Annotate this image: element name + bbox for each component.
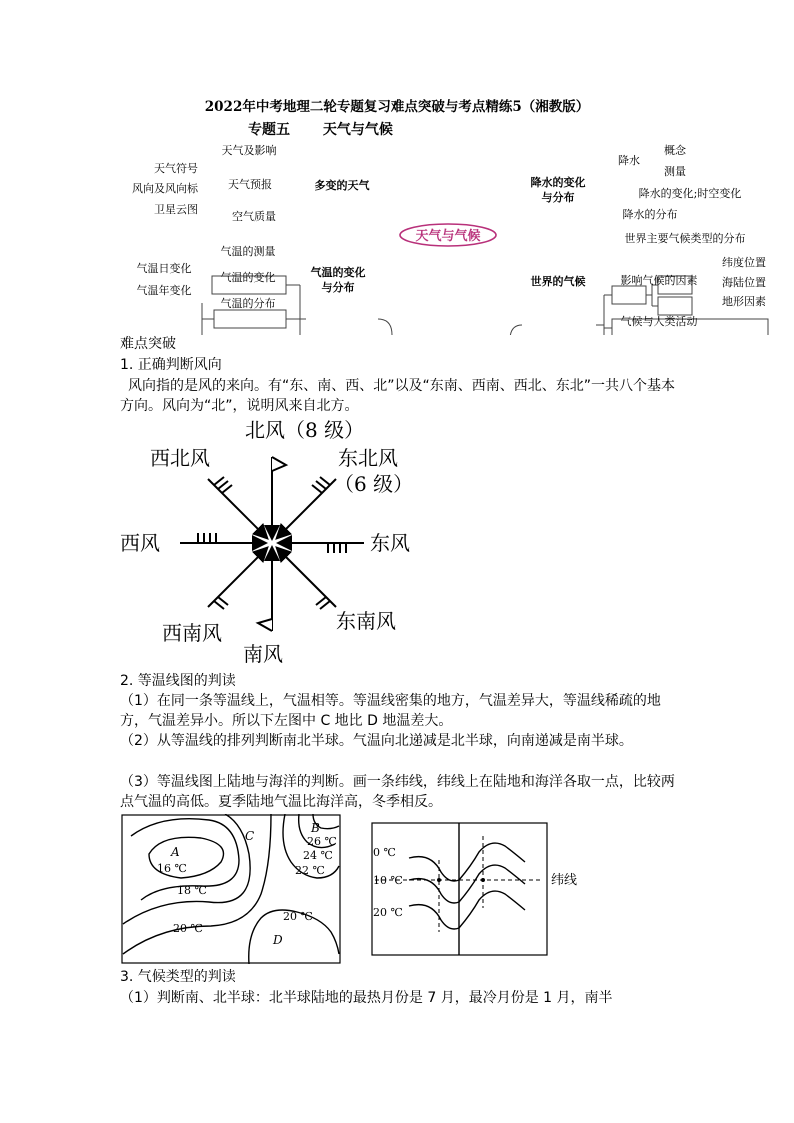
mm-item: 空气质量: [232, 210, 276, 223]
section1-text: 风向指的是风的来向。有“东、南、西、北”以及“东南、西南、西北、东北”一共八个基本方向。风向为“北”，说明风来自北方。: [120, 378, 676, 414]
mm-item: 影响气候的因素: [620, 274, 698, 287]
mm-branch: 气温的变化: [310, 266, 366, 279]
document-title: 2022年中考地理二轮专题复习难点突破与考点精练5（湘教版）: [204, 99, 590, 115]
section2-p3: （3）等温线图上陆地与海洋的判断。画一条纬线，纬线上在陆地和海洋各取一点，比较两点气温的高低。夏季陆地气温比海洋高，冬季相反。: [120, 774, 675, 810]
isotherm-label: 16 ℃: [157, 862, 187, 875]
mm-branch: 降水的变化: [530, 176, 586, 189]
mm-branch: 世界的气候: [530, 275, 586, 288]
mm-sub: 地形因素: [722, 295, 766, 308]
section2-title: 2. 等温线图的判读: [120, 673, 236, 689]
mm-item: 降水的变化;时空变化: [638, 187, 742, 200]
mm-sub: 概念: [664, 144, 686, 157]
section3-title: 3. 气候类型的判读: [120, 969, 236, 985]
mm-sub: 测量: [664, 165, 686, 178]
wind-northeast-label: 东北风: [338, 446, 398, 470]
isotherm-label: 10 ℃: [373, 874, 403, 887]
mm-sub: 天气符号: [154, 162, 198, 175]
wind-northwest-label: 西北风: [150, 446, 210, 470]
isotherm-label: 22 ℃: [295, 864, 325, 877]
mm-item: 气温的分布: [220, 297, 276, 310]
point-b-label: B: [311, 821, 320, 835]
mm-branch: 与分布: [321, 281, 355, 294]
isotherm-left: [121, 814, 341, 964]
mindmap-center-label: 天气与气候: [415, 229, 481, 244]
isotherm-label: 26 ℃: [307, 835, 337, 848]
mm-item: 天气及影响: [221, 144, 277, 157]
isotherm-label: 0 ℃: [373, 846, 396, 859]
mm-item: 气温的测量: [220, 245, 276, 258]
mm-sub: 海陆位置: [722, 276, 766, 289]
point-a-label: A: [171, 845, 180, 859]
mm-item: 天气预报: [228, 178, 272, 191]
mm-item: 降水: [618, 154, 640, 167]
section2-p1: （1）在同一条等温线上，气温相等。等温线密集的地方，气温差异大，等温线稀疏的地方，气温差异小。所以下左图中 C 地比 D 地温差大。: [120, 693, 661, 729]
mm-item: 气温的变化: [220, 271, 276, 284]
wind-south-label: 南风: [243, 642, 283, 666]
point-c-label: C: [245, 829, 255, 843]
wind-northeast-level: （6 级）: [334, 472, 414, 496]
isotherm-label: 20 ℃: [373, 906, 403, 919]
wind-east-label: 东风: [370, 531, 410, 555]
mm-sub: 气温年变化: [136, 284, 192, 297]
isotherm-label: 20 ℃: [173, 922, 203, 935]
wind-southwest-label: 西南风: [162, 621, 222, 645]
mm-sub: 风向及风向标: [132, 182, 198, 195]
mm-branch: 与分布: [541, 191, 575, 204]
mm-item: 气候与人类活动: [620, 315, 698, 328]
point-d-label: D: [273, 933, 283, 947]
document-subtitle: 专题五 天气与气候: [248, 122, 393, 138]
mm-sub: 卫星云图: [154, 203, 198, 216]
isotherm-label: 24 ℃: [303, 849, 333, 862]
mm-item: 降水的分布: [622, 208, 678, 221]
isotherm-right: [371, 822, 601, 956]
latitude-label: 纬线: [551, 873, 578, 888]
wind-southeast-label: 东南风: [336, 609, 396, 633]
wind-diagram: [110, 415, 430, 670]
section1-title: 1. 正确判断风向: [120, 357, 222, 373]
mindmap: [0, 135, 794, 335]
wind-north-label: 北风（8 级）: [245, 418, 365, 442]
mm-sub: 气温日变化: [136, 262, 192, 275]
isotherm-label: 18 ℃: [177, 884, 207, 897]
section-heading: 难点突破: [120, 336, 176, 352]
mm-branch: 多变的天气: [314, 179, 370, 192]
wind-west-label: 西风: [120, 531, 160, 555]
section2-p2: （2）从等温线的排列判断南北半球。气温向北递减是北半球，向南递减是南半球。: [120, 733, 633, 749]
isotherm-label: 20 ℃: [283, 910, 313, 923]
mm-item: 世界主要气候类型的分布: [624, 232, 746, 245]
mm-sub: 纬度位置: [722, 256, 766, 269]
section3-p1: （1）判断南、北半球：北半球陆地的最热月份是 7 月，最冷月份是 1 月，南半: [120, 990, 613, 1006]
